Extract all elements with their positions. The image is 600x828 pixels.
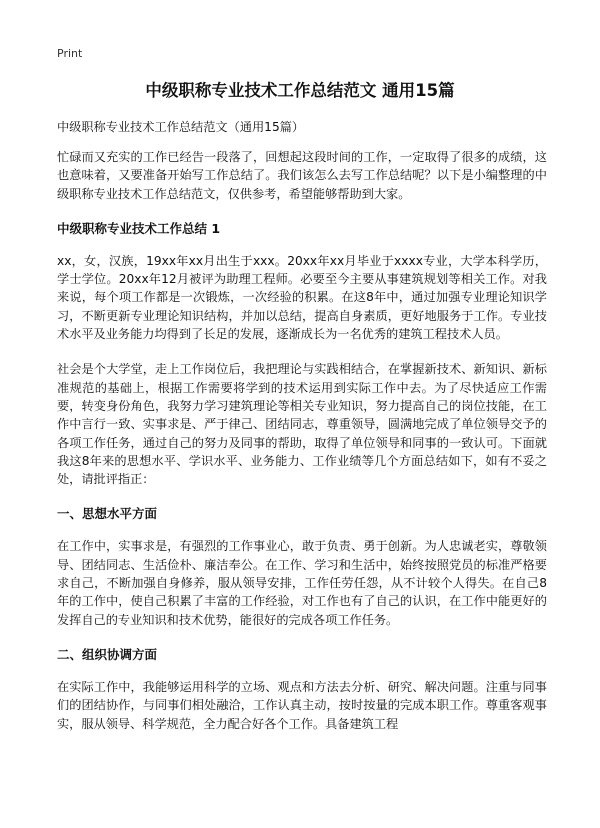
document-body — [57, 118, 547, 750]
intro-paragraph: 忙碌而又充实的工作已经告一段落了，回想起这段时间的工作，一定取得了很多的成绩，这也意味着，又要准备开始写工作总结了。我们该怎么去写工作总结呢？以下是小编整理的中级职称专业技术工作总结范文，仅供参考，希望能够帮助到大家。 — [57, 150, 547, 201]
body-paragraph: 在实际工作中，我能够运用科学的立场、观点和方法去分析、研究、解决问题。注重与同事们的团结协作，与同事们相处融洽，工作认真主动，按时按量的完成本职工作。尊重客观事实，服从领导、科学规范，全力配合好各个工作。具备建筑工程 — [57, 679, 547, 731]
body-paragraph: xx，女，汉族，19xx年xx月出生于xxx。20xx年xx月毕业于xxxx专业，大学本科学历，学士学位。20xx年12月被评为助理工程师。必要至今主要从事建筑规划等相关工作。对我来说，每个项工作都是一次锻炼，一次经验的积累。在这8年中，通过加强专业理论知识学习，不断更新专业理论知识结构，并加以总结，提高自身素质，更好地服务于工作。专业技术水平及业务能力均得到了长足的发展，逐渐成长为一名优秀的建筑工程技术人员。 — [57, 253, 547, 342]
section-heading-ideology: 一、思想水平方面 — [57, 506, 158, 522]
document-subtitle: 中级职称专业技术工作总结范文（通用15篇） — [57, 120, 305, 134]
body-paragraph: 社会是个大学堂，走上工作岗位后，我把理论与实践相结合，在掌握新技术、新知识、新标准规范的基础上，根据工作需要将学到的技术运用到实际工作中去。为了尽快适应工作需要，转变身份角色，我努力学习建筑理论等相关专业知识，努力提高自己的岗位技能，在工作中言行一致、实事求是、严于律己、团结同志，尊重领导，圆满地完成了单位领导交予的各项工作任务，通过自己的努力及同事的帮助，取得了单位领导和同事的一致认可。下面就我这8年来的思想水平、学识水平、业务能力、工作业绩等几个方面总结如下，如有不妥之处，请批评指正： — [57, 362, 547, 487]
body-paragraph: 在工作中，实事求是，有强烈的工作事业心，敢于负责、勇于创新。为人忠诚老实，尊敬领导、团结同志、生活俭朴、廉洁奉公。在工作、学习和生活中，始终按照党员的标准严格要求自己，不断加强自身修养，服从领导安排，工作任劳任怨，从不计较个人得失。在自己8年的工作中，使自己积累了丰富的工作经验，对工作也有了自己的认识，在工作中能更好的发挥自己的专业知识和技术优势，能很好的完成各项工作任务。 — [57, 539, 547, 627]
print-link[interactable]: Print — [57, 47, 83, 60]
section-heading-summary-1: 中级职称专业技术工作总结 1 — [57, 220, 221, 236]
section-heading-coordination: 二、组织协调方面 — [57, 646, 158, 662]
page-title: 中级职称专业技术工作总结范文 通用15篇 — [145, 81, 455, 100]
